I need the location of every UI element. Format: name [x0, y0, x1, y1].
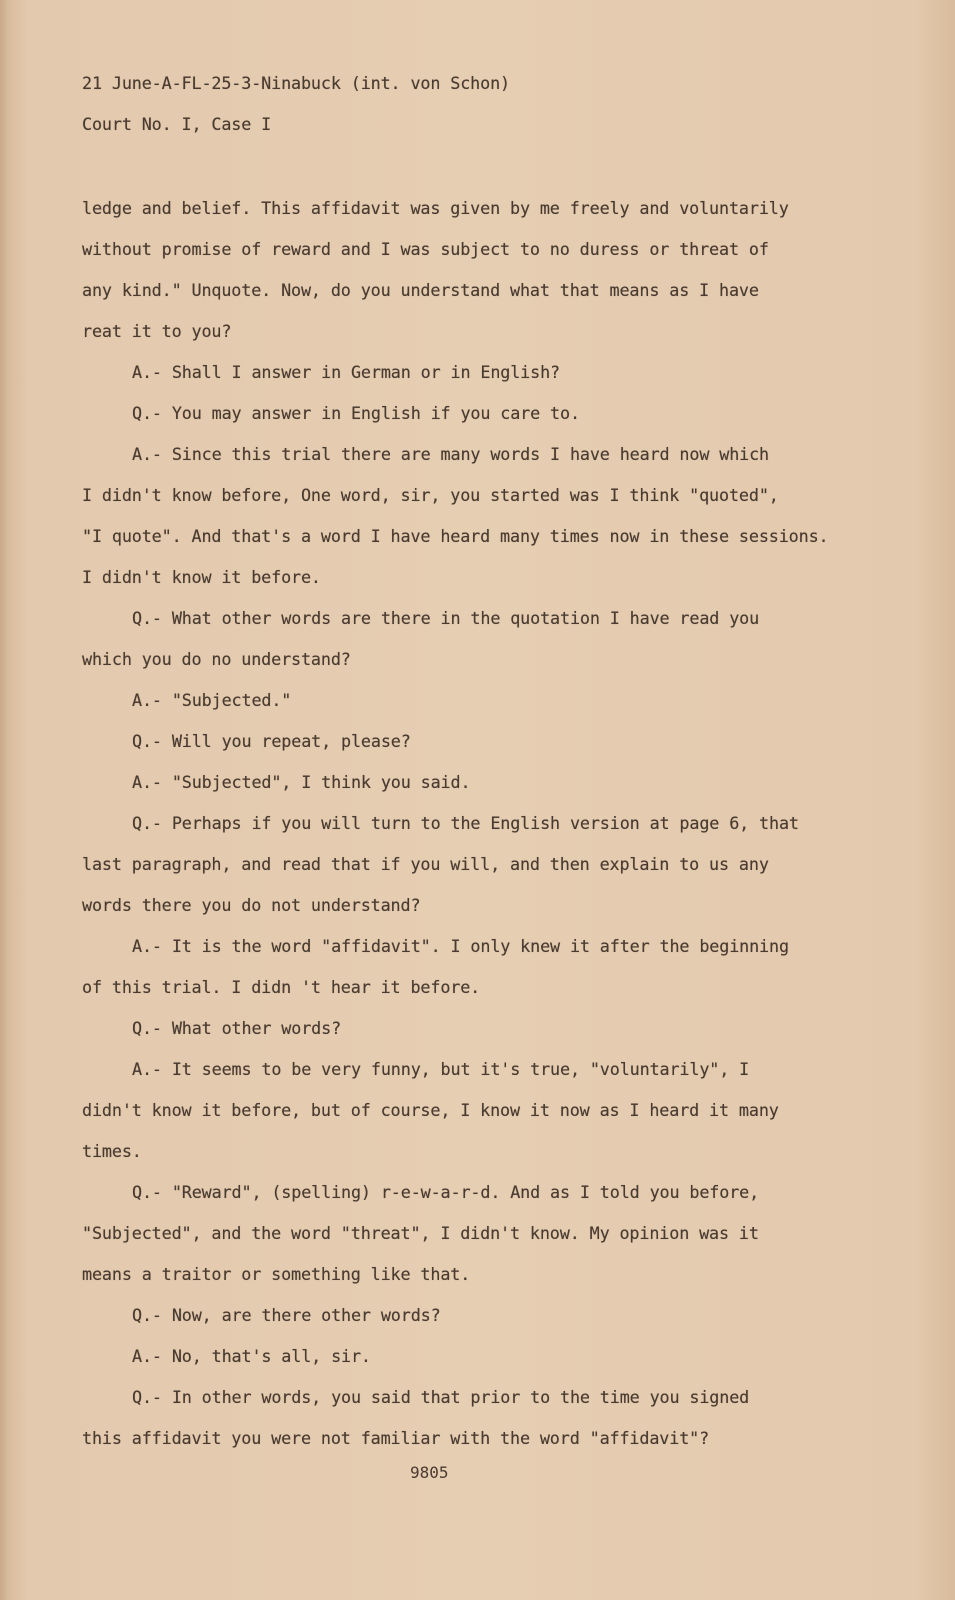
text-line: without promise of reward and I was subject to no duress or threat of: [82, 239, 769, 259]
paper-edge-shadow: [0, 0, 8, 1600]
question-line: Q.- Will you repeat, please?: [132, 731, 411, 751]
text-line: didn't know it before, but of course, I know it now as I heard it many: [82, 1100, 779, 1120]
text-line: this affidavit you were not familiar with the word "affidavit"?: [82, 1428, 710, 1448]
text-line: means a traitor or something like that.: [82, 1264, 471, 1284]
question-line: Q.- Now, are there other words?: [132, 1305, 441, 1325]
text-line: reat it to you?: [82, 321, 232, 341]
header-case-line: 21 June-A-FL-25-3-Ninabuck (int. von Schon): [82, 73, 510, 93]
text-line: I didn't know it before.: [82, 567, 321, 587]
text-line: last paragraph, and read that if you will, and then explain to us any: [82, 854, 769, 874]
answer-line: A.- It seems to be very funny, but it's true, "voluntarily", I: [132, 1059, 750, 1079]
text-line: words there you do not understand?: [82, 895, 421, 915]
answer-line: A.- "Subjected.": [132, 690, 292, 710]
text-line: any kind." Unquote. Now, do you understand what that means as I have: [82, 280, 759, 300]
text-line: I didn't know before, One word, sir, you started was I think "quoted",: [82, 485, 779, 505]
question-line: Q.- Perhaps if you will turn to the English version at page 6, that: [132, 813, 799, 833]
text-line: which you do no understand?: [82, 649, 351, 669]
text-line: times.: [82, 1141, 142, 1161]
text-line: of this trial. I didn 't hear it before.: [82, 977, 481, 997]
answer-line: A.- Shall I answer in German or in English?: [132, 362, 560, 382]
answer-line: A.- Since this trial there are many words I have heard now which: [132, 444, 770, 464]
text-line: ledge and belief. This affidavit was given by me freely and voluntarily: [82, 198, 789, 218]
text-line: "Subjected", and the word "threat", I didn't know. My opinion was it: [82, 1223, 759, 1243]
question-line: Q.- What other words are there in the quotation I have read you: [132, 608, 760, 628]
page-number: 9805: [410, 1463, 449, 1482]
question-line: Q.- "Reward", (spelling) r-e-w-a-r-d. And as I told you before,: [132, 1182, 760, 1202]
question-line: Q.- You may answer in English if you care to.: [132, 403, 580, 423]
answer-line: A.- "Subjected", I think you said.: [132, 772, 471, 792]
question-line: Q.- What other words?: [132, 1018, 342, 1038]
answer-line: A.- It is the word "affidavit". I only knew it after the beginning: [132, 936, 789, 956]
question-line: Q.- In other words, you said that prior to the time you signed: [132, 1387, 750, 1407]
header-court-line: Court No. I, Case I: [82, 114, 272, 134]
answer-line: A.- No, that's all, sir.: [132, 1346, 371, 1366]
text-line: "I quote". And that's a word I have heard many times now in these sessions.: [82, 526, 829, 546]
